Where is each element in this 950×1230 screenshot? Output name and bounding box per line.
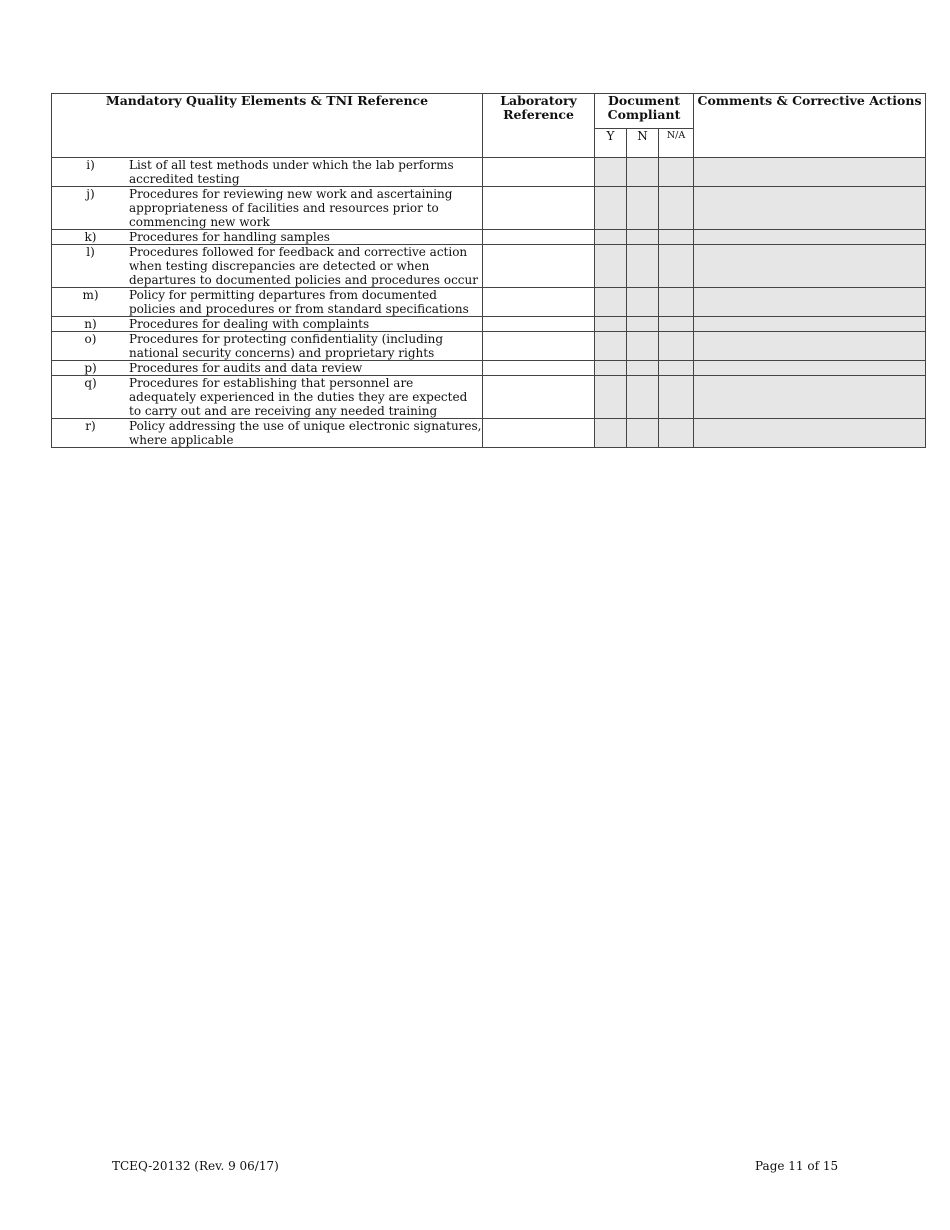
item-cell	[52, 187, 483, 230]
comments-cell[interactable]	[694, 245, 926, 288]
compliant-no-cell[interactable]	[627, 230, 659, 245]
table-row	[52, 317, 926, 332]
item-cell	[52, 158, 483, 187]
footer-page-number: Page 11 of 15	[755, 1159, 839, 1173]
item-id: n)	[84, 317, 97, 331]
lab-reference-cell[interactable]	[483, 317, 595, 332]
lab-reference-cell[interactable]	[483, 332, 595, 361]
item-text: List of all test methods under which the lab performs accredited testing	[129, 158, 454, 186]
lab-reference-cell[interactable]	[483, 361, 595, 376]
header-comments: Comments & Corrective Actions	[694, 94, 926, 158]
table-row	[52, 288, 926, 317]
compliant-na-cell[interactable]	[659, 376, 694, 419]
item-text: Procedures for audits and data review	[129, 361, 363, 375]
item-text: Policy for permitting departures from documented policies and procedures or from standard specifications	[129, 288, 469, 316]
compliant-na-cell[interactable]	[659, 288, 694, 317]
compliant-na-cell[interactable]	[659, 332, 694, 361]
compliant-no-cell[interactable]	[627, 288, 659, 317]
lab-reference-cell[interactable]	[483, 187, 595, 230]
compliant-no-cell[interactable]	[627, 361, 659, 376]
comments-cell[interactable]	[694, 376, 926, 419]
header-quality-elements: Mandatory Quality Elements & TNI Reference	[52, 94, 483, 158]
item-id: k)	[84, 230, 97, 244]
item-text: Procedures for establishing that personnel are adequately experienced in the duties they are expected to carry out and are receiving any needed training	[129, 376, 468, 418]
item-id: l)	[86, 245, 95, 259]
item-cell	[52, 230, 483, 245]
lab-reference-cell[interactable]	[483, 376, 595, 419]
lab-reference-cell[interactable]	[483, 230, 595, 245]
item-id: o)	[84, 332, 97, 346]
compliant-na-cell[interactable]	[659, 419, 694, 448]
comments-cell[interactable]	[694, 187, 926, 230]
comments-cell[interactable]	[694, 230, 926, 245]
item-id: j)	[86, 187, 95, 201]
table-row	[52, 332, 926, 361]
compliant-yes-cell[interactable]	[595, 245, 627, 288]
lab-reference-cell[interactable]	[483, 158, 595, 187]
header-yes: Y	[595, 129, 627, 158]
header-na: N/A	[659, 129, 694, 158]
compliant-no-cell[interactable]	[627, 317, 659, 332]
comments-cell[interactable]	[694, 419, 926, 448]
comments-cell[interactable]	[694, 317, 926, 332]
checklist-table	[51, 93, 926, 448]
item-cell	[52, 317, 483, 332]
comments-cell[interactable]	[694, 332, 926, 361]
item-cell	[52, 332, 483, 361]
compliant-na-cell[interactable]	[659, 230, 694, 245]
item-text: Procedures for handling samples	[129, 230, 330, 244]
compliant-yes-cell[interactable]	[595, 317, 627, 332]
item-id: q)	[84, 376, 97, 390]
compliant-yes-cell[interactable]	[595, 230, 627, 245]
item-id: m)	[82, 288, 99, 302]
table-body	[52, 158, 926, 448]
comments-cell[interactable]	[694, 361, 926, 376]
item-text: Procedures followed for feedback and corrective action when testing discrepancies are detected or when departures to documented policies and procedures occur	[129, 245, 478, 287]
compliant-yes-cell[interactable]	[595, 187, 627, 230]
comments-cell[interactable]	[694, 288, 926, 317]
header-lab-reference: Laboratory Reference	[483, 94, 595, 158]
comments-cell[interactable]	[694, 158, 926, 187]
table-row	[52, 230, 926, 245]
header-document-compliant: Document Compliant	[595, 94, 694, 129]
item-cell	[52, 376, 483, 419]
item-text: Policy addressing the use of unique electronic signatures, where applicable	[129, 419, 482, 447]
footer-form-id: TCEQ-20132 (Rev. 9 06/17)	[112, 1159, 279, 1173]
compliant-na-cell[interactable]	[659, 158, 694, 187]
table-row	[52, 158, 926, 187]
compliant-no-cell[interactable]	[627, 376, 659, 419]
compliant-yes-cell[interactable]	[595, 376, 627, 419]
compliant-yes-cell[interactable]	[595, 288, 627, 317]
compliant-na-cell[interactable]	[659, 187, 694, 230]
item-cell	[52, 245, 483, 288]
compliant-yes-cell[interactable]	[595, 332, 627, 361]
compliant-yes-cell[interactable]	[595, 158, 627, 187]
item-id: i)	[86, 158, 95, 172]
item-cell	[52, 361, 483, 376]
table-header	[52, 94, 926, 158]
compliant-no-cell[interactable]	[627, 419, 659, 448]
compliant-no-cell[interactable]	[627, 187, 659, 230]
lab-reference-cell[interactable]	[483, 419, 595, 448]
compliant-yes-cell[interactable]	[595, 419, 627, 448]
compliant-na-cell[interactable]	[659, 317, 694, 332]
table-row	[52, 419, 926, 448]
item-text: Procedures for reviewing new work and ascertaining appropriateness of facilities and resources prior to commencing new work	[129, 187, 453, 229]
compliant-na-cell[interactable]	[659, 245, 694, 288]
item-id: r)	[85, 419, 96, 433]
table-row	[52, 361, 926, 376]
table-row	[52, 245, 926, 288]
compliant-na-cell[interactable]	[659, 361, 694, 376]
item-text: Procedures for dealing with complaints	[129, 317, 370, 331]
compliant-no-cell[interactable]	[627, 245, 659, 288]
item-id: p)	[84, 361, 97, 375]
header-no: N	[627, 129, 659, 158]
table-row	[52, 376, 926, 419]
item-text: Procedures for protecting confidentiality (including national security concerns) and proprietary rights	[129, 332, 444, 360]
lab-reference-cell[interactable]	[483, 288, 595, 317]
table-row	[52, 187, 926, 230]
compliant-yes-cell[interactable]	[595, 361, 627, 376]
compliant-no-cell[interactable]	[627, 332, 659, 361]
compliant-no-cell[interactable]	[627, 158, 659, 187]
lab-reference-cell[interactable]	[483, 245, 595, 288]
item-cell	[52, 419, 483, 448]
item-cell	[52, 288, 483, 317]
